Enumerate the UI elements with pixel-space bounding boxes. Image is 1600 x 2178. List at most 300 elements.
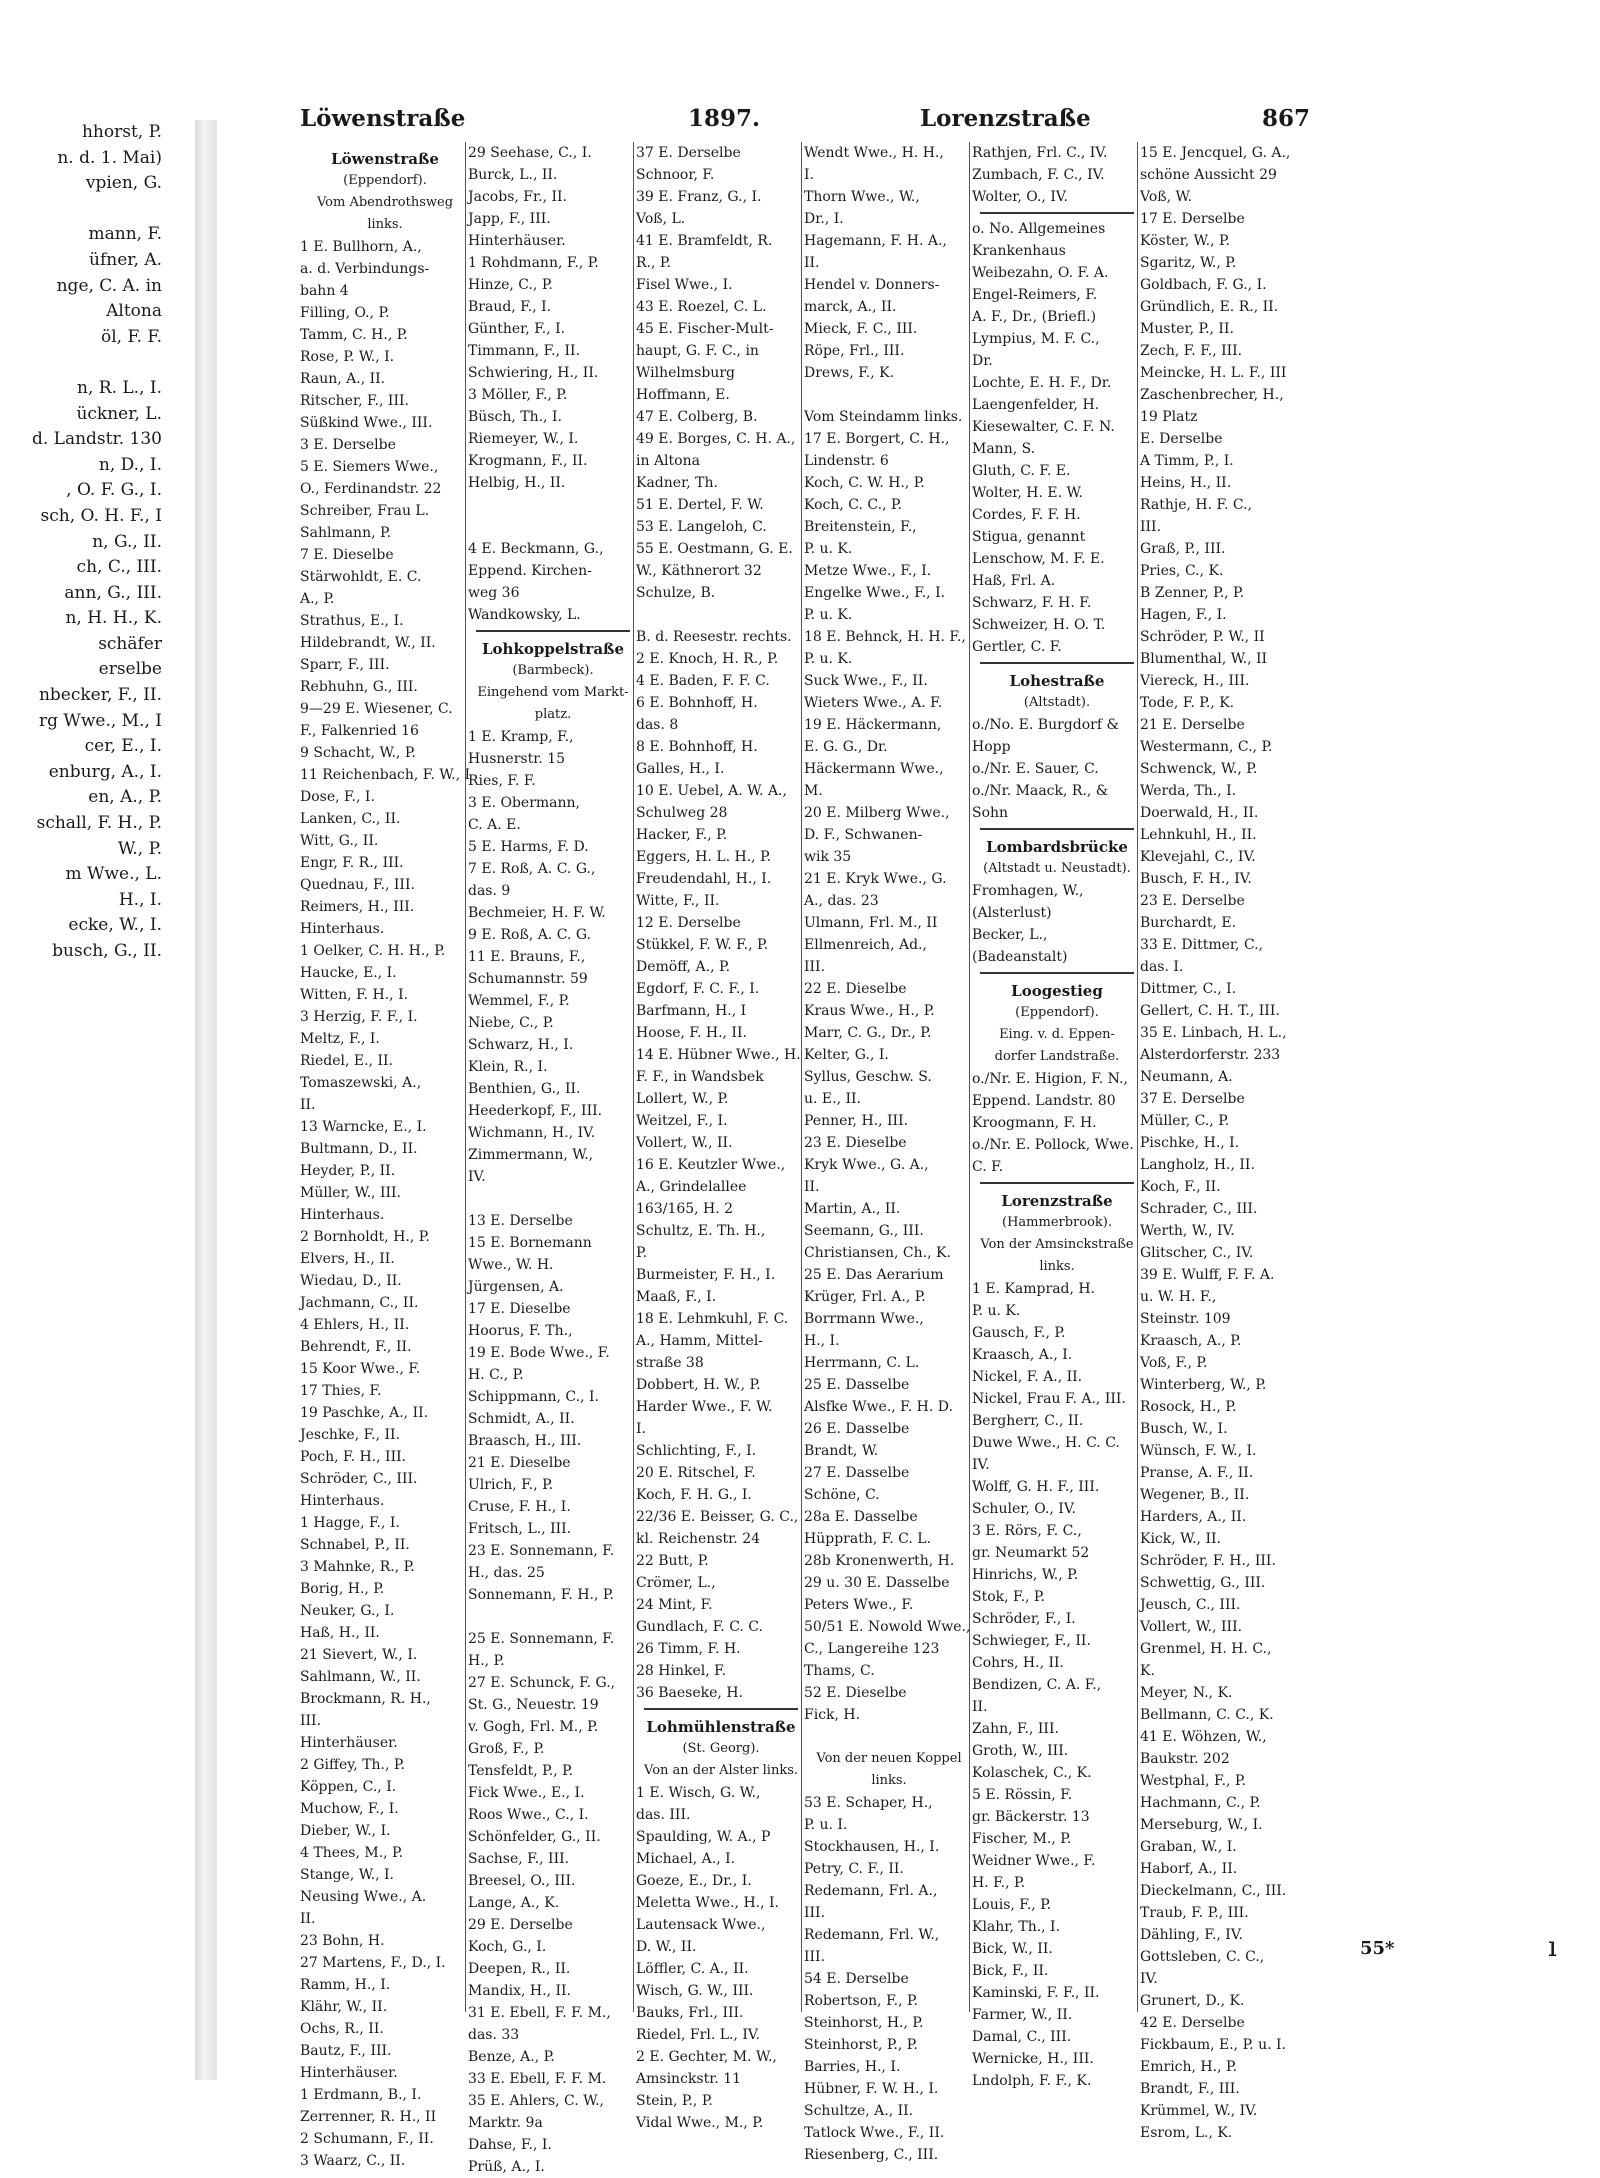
resident-entry: Benze, A., P. (468, 2049, 555, 2065)
resident-entry: 41 E. Wöhzen, W., (1140, 1729, 1267, 1745)
resident-entry: Dähling, F., IV. (1140, 1927, 1243, 1943)
resident-entry: Lindenstr. 6 (804, 453, 889, 469)
resident-entry: 1 Erdmann, B., I. (300, 2087, 422, 2103)
resident-entry: Schulweg 28 (636, 805, 728, 821)
resident-entry: H. C., P. (468, 1367, 524, 1383)
street-heading: Löwenstraße (331, 150, 439, 168)
resident-entry: Stigua, genannt (972, 529, 1086, 545)
previous-page-line: öl, F. F. (101, 326, 162, 347)
resident-entry: Schumannstr. 59 (468, 971, 588, 987)
resident-entry: Marktr. 9a (468, 2115, 543, 2131)
resident-entry: Neuker, G., I. (300, 1603, 395, 1619)
resident-entry: 17 E. Derselbe (1140, 211, 1245, 227)
resident-entry: Schlichting, F., I. (636, 1443, 757, 1459)
resident-entry: Cohrs, H., II. (972, 1655, 1065, 1671)
previous-page-line: n, R. L., I. (77, 377, 162, 398)
resident-entry: 7 E. Roß, A. C. G., (468, 861, 596, 877)
resident-entry: Schulze, B. (636, 585, 716, 601)
street-note: Von an der Alster links. (644, 1763, 798, 1778)
page-header (300, 105, 1310, 141)
resident-entry: Köster, W., P. (1140, 233, 1230, 249)
resident-entry: 3 Mahnke, R., P. (300, 1559, 415, 1575)
resident-entry: Emrich, H., P. (1140, 2059, 1238, 2075)
column-rule (1137, 142, 1138, 2012)
resident-entry: gr. Neumarkt 52 (972, 1545, 1090, 1561)
resident-entry: Kroogmann, F. H. (972, 1115, 1097, 1131)
resident-entry: 50/51 E. Nowold Wwe., (804, 1619, 971, 1635)
resident-entry: 11 Reichenbach, F. W., I (300, 767, 471, 783)
resident-entry: II. (804, 255, 820, 271)
resident-entry: Jeusch, C., III. (1140, 1597, 1241, 1613)
previous-page-line: nge, C. A. in (56, 275, 162, 296)
resident-entry: Werda, Th., I. (1140, 783, 1237, 799)
resident-entry: Brandt, F., III. (1140, 2081, 1240, 2097)
resident-entry: das. III. (636, 1807, 691, 1823)
resident-entry: Bick, F., II. (972, 1963, 1049, 1979)
resident-entry: 1 E. Kamprad, H. (972, 1281, 1096, 1297)
resident-entry: Freudendahl, H., I. (636, 871, 772, 887)
resident-entry: F. F., in Wandsbek (636, 1069, 764, 1085)
resident-entry: Robertson, F., P. (804, 1993, 918, 2009)
resident-entry: Dahse, F., I. (468, 2137, 552, 2153)
resident-entry: Hachmann, C., P. (1140, 1795, 1261, 1811)
directory-column-5 (972, 142, 1142, 2089)
resident-entry: in Altona (636, 453, 700, 469)
resident-entry: Schröder, C., III. (300, 1471, 418, 1487)
resident-entry: Traub, F. P., III. (1140, 1905, 1249, 1921)
resident-entry: Schippmann, C., I. (468, 1389, 599, 1405)
resident-entry (804, 1726, 974, 1748)
resident-entry: Drews, F., K. (804, 365, 895, 381)
resident-entry: Petry, C. F., II. (804, 1861, 904, 1877)
previous-page-line: m Wwe., L. (65, 864, 162, 885)
resident-entry: Ulrich, F., P. (468, 1477, 554, 1493)
resident-entry: Damal, C., III. (972, 2029, 1072, 2045)
previous-page-line: H., I. (118, 889, 162, 910)
resident-entry: Zimmermann, W., (468, 1147, 594, 1163)
resident-entry: Ulmann, Frl. M., II (804, 915, 938, 931)
resident-entry: 53 E. Langeloh, C. (636, 519, 767, 535)
resident-entry: Fisel Wwe., I. (636, 277, 733, 293)
resident-entry: Koch, F., II. (1140, 1179, 1221, 1195)
resident-entry: Prüß, A., I. (468, 2159, 545, 2175)
resident-entry: Hinterhäuser. (468, 233, 566, 249)
resident-entry: Wisch, G. W., III. (636, 1983, 754, 1999)
resident-entry: III. (1140, 519, 1162, 535)
resident-entry: P. (636, 1245, 648, 1261)
resident-entry: 27 Martens, F., D., I. (300, 1955, 446, 1971)
resident-entry: Gluth, C. F. E. (972, 463, 1071, 479)
resident-entry: Müller, C., P. (1140, 1113, 1230, 1129)
resident-entry: Burmeister, F. H., I. (636, 1267, 776, 1283)
resident-entry: 13 Warncke, E., I. (300, 1119, 427, 1135)
resident-entry: Klevejahl, C., IV. (1140, 849, 1256, 865)
resident-entry: Reimers, H., III. (300, 899, 415, 915)
resident-entry: Schröder, F. H., III. (1140, 1553, 1276, 1569)
resident-entry: 23 E. Dieselbe (804, 1135, 907, 1151)
resident-entry: A., Hamm, Mittel- (636, 1333, 764, 1349)
resident-entry: Bellmann, C. C., K. (1140, 1707, 1274, 1723)
resident-entry: schöne Aussicht 29 (1140, 167, 1277, 183)
resident-entry: Lange, A., K. (468, 1895, 560, 1911)
resident-entry: Zahn, F., III. (972, 1721, 1059, 1737)
resident-entry: 2 Bornholdt, H., P. (300, 1229, 430, 1245)
resident-entry: P. u. K. (804, 651, 853, 667)
resident-entry: Husnerstr. 15 (468, 751, 566, 767)
resident-entry: Engelke Wwe., F., I. (804, 585, 946, 601)
resident-entry: Langholz, H., II. (1140, 1157, 1255, 1173)
resident-entry: Zaschenbrecher, H., (1140, 387, 1284, 403)
resident-entry: 4 Thees, M., P. (300, 1845, 404, 1861)
resident-entry: Benthien, G., II. (468, 1081, 581, 1097)
resident-entry: Timmann, F., II. (468, 343, 581, 359)
previous-page-line: enburg, A., I. (48, 761, 162, 782)
resident-entry: 25 E. Sonnemann, F. (468, 1631, 615, 1647)
resident-entry: Braasch, H., III. (468, 1433, 582, 1449)
resident-entry: Heyder, P., II. (300, 1163, 396, 1179)
resident-entry: Kiesewalter, C. F. N. (972, 419, 1115, 435)
resident-entry: Dose, F., I. (300, 789, 375, 805)
previous-page-line: vpien, G. (85, 173, 162, 194)
resident-entry: Rebhuhn, G., III. (300, 679, 418, 695)
resident-entry: Heins, H., II. (1140, 475, 1232, 491)
resident-entry: Bendizen, C. A. F., (972, 1677, 1102, 1693)
resident-entry: Stärwohldt, E. C. (300, 569, 422, 585)
resident-entry: 4 E. Beckmann, G., (468, 541, 604, 557)
resident-entry: Brandt, W. (804, 1443, 879, 1459)
resident-entry: 21 E. Dieselbe (468, 1455, 571, 1471)
resident-entry: A Timm, P., I. (1140, 453, 1234, 469)
resident-entry: Schmidt, A., II. (468, 1411, 575, 1427)
resident-entry: Ochs, R., II. (300, 2021, 384, 2037)
resident-entry: 20 E. Ritschel, F. (636, 1465, 756, 1481)
resident-entry: 33 E. Ebell, F. F. M. (468, 2071, 607, 2087)
resident-entry: Barfmann, H., I (636, 1003, 747, 1019)
resident-entry: 7 E. Dieselbe (300, 547, 394, 563)
resident-entry: IV. (1140, 1971, 1158, 1987)
resident-entry: Graban, W., I. (1140, 1839, 1237, 1855)
resident-entry: C., Langereihe 123 (804, 1641, 940, 1657)
resident-entry: Groß, F., P. (468, 1741, 545, 1757)
resident-entry: Fromhagen, W., (972, 883, 1084, 899)
resident-entry: Kelter, G., I. (804, 1047, 889, 1063)
resident-entry: Busch, F. H., IV. (1140, 871, 1252, 887)
resident-entry: Riemeyer, W., I. (468, 431, 579, 447)
resident-entry: Ellmenreich, Ad., (804, 937, 927, 953)
resident-entry: Wandkowsky, L. (468, 607, 581, 623)
resident-entry: Strathus, E., I. (300, 613, 404, 629)
resident-entry: Brockmann, R. H., (300, 1691, 431, 1707)
previous-page-line: busch, G., II. (52, 941, 162, 961)
resident-entry: Fritsch, L., III. (468, 1521, 572, 1537)
resident-entry: Schwenck, W., P. (1140, 761, 1258, 777)
resident-entry: 20 E. Milberg Wwe., (804, 805, 950, 821)
resident-entry: Eppend. Kirchen- (468, 563, 592, 579)
header-year: 1897. (688, 105, 761, 132)
resident-entry: Wieters Wwe., A. F. (804, 695, 943, 711)
street-note: Von der neuen Koppel (816, 1751, 962, 1766)
street-note: (Hammerbrook). (1002, 1215, 1112, 1230)
resident-entry: Krüger, Frl. A., P. (804, 1289, 926, 1305)
street-note: Vom Abendrothsweg (316, 195, 454, 210)
directory-column-3 (636, 142, 806, 2131)
previous-page-line: Altona (106, 301, 162, 322)
resident-entry: IV. (468, 1169, 486, 1185)
resident-entry: 23 Bohn, H. (300, 1933, 385, 1949)
resident-entry: Hagen, F., I. (1140, 607, 1227, 623)
resident-entry: III. (300, 1713, 322, 1729)
street-note: Von der Amsinckstraße (980, 1237, 1134, 1252)
resident-entry: 37 E. Derselbe (636, 145, 741, 161)
resident-entry: Viereck, H., III. (1140, 673, 1250, 689)
resident-entry: Haborf, A., II. (1140, 1861, 1238, 1877)
resident-entry: Busch, W., I. (1140, 1421, 1228, 1437)
street-note: (St. Georg). (682, 1741, 760, 1756)
resident-entry: Fickbaum, E., P. u. I. (1140, 2037, 1286, 2053)
resident-entry: 13 E. Derselbe (468, 1213, 573, 1229)
resident-entry: Wemmel, F., P. (468, 993, 570, 1009)
resident-entry: straße 38 (636, 1355, 704, 1371)
book-gutter (195, 120, 217, 2080)
resident-entry: Pischke, H., I. (1140, 1135, 1240, 1151)
resident-entry: 8 E. Bohnhoff, H. (636, 739, 758, 755)
resident-entry: Demöff, A., P. (636, 959, 731, 975)
resident-entry: Schwieger, F., II. (972, 1633, 1091, 1649)
resident-entry: 18 E. Behnck, H. H. F., (804, 629, 966, 645)
resident-entry: Engr, F. R., III. (300, 855, 404, 871)
resident-entry: Cordes, F. F. H. (972, 507, 1081, 523)
resident-entry: 16 E. Keutzler Wwe., (636, 1157, 786, 1173)
resident-entry: Lochte, E. H. F., Dr. (972, 375, 1112, 391)
resident-entry: o./Nr. Maack, R., & (972, 783, 1109, 799)
resident-entry: Burchardt, E. (1140, 915, 1237, 931)
resident-entry: 1 E. Wisch, G. W., (636, 1785, 761, 1801)
resident-entry: Graß, P., III. (1140, 541, 1226, 557)
resident-entry: Schöne, C. (804, 1487, 880, 1503)
resident-entry: 15 Koor Wwe., F. (300, 1361, 421, 1377)
resident-entry: C. F. (972, 1159, 1004, 1175)
resident-entry: Koch, G., I. (468, 1939, 547, 1955)
resident-entry: Tamm, C. H., P. (300, 327, 408, 343)
resident-entry: 3 Möller, F., P. (468, 387, 568, 403)
resident-entry: Schnabel, P., II. (300, 1537, 410, 1553)
resident-entry: Metze Wwe., F., I. (804, 563, 932, 579)
resident-entry: Röpe, Frl., III. (804, 343, 905, 359)
resident-entry: Christiansen, Ch., K. (804, 1245, 951, 1261)
previous-page-line: , O. F. G., I. (66, 480, 162, 501)
resident-entry: Hübner, F. W. H., I. (804, 2081, 939, 2097)
resident-entry: 18 E. Lehmkuhl, F. C. (636, 1311, 789, 1327)
column-rule (969, 142, 970, 2012)
resident-entry: 29 u. 30 E. Dasselbe (804, 1575, 950, 1591)
resident-entry: o./No. E. Burgdorf & (972, 717, 1119, 733)
resident-entry: Rose, P. W., I. (300, 349, 395, 365)
resident-entry: 19 E. Bode Wwe., F. (468, 1345, 610, 1361)
resident-entry: Jachmann, C., II. (300, 1295, 419, 1311)
previous-page-line: n, D., I. (98, 454, 162, 475)
resident-entry: 27 E. Schunck, F. G., (468, 1675, 616, 1691)
resident-entry: II. (972, 1699, 988, 1715)
resident-entry: Braud, F., I. (468, 299, 552, 315)
resident-entry: 10 E. Uebel, A. W. A., (636, 783, 787, 799)
resident-entry: o./Nr. E. Pollock, Wwe. (972, 1137, 1134, 1153)
section-divider (980, 212, 1134, 214)
resident-entry: 25 E. Das Aerarium (804, 1267, 944, 1283)
resident-entry: Lanken, C., II. (300, 811, 401, 827)
resident-entry: Wegener, B., II. (1140, 1487, 1250, 1503)
resident-entry: W., Käthnerort 32 (636, 563, 762, 579)
resident-entry: 12 E. Derselbe (636, 915, 741, 931)
resident-entry: Weitzel, F., I. (636, 1113, 728, 1129)
resident-entry: 4 Ehlers, H., II. (300, 1317, 410, 1333)
resident-entry: Sahlmann, P. (300, 525, 392, 541)
resident-entry: Eggers, H. L. H., P. (636, 849, 772, 865)
resident-entry: 23 E. Sonnemann, F. (468, 1543, 615, 1559)
resident-entry: 2 Giffey, Th., P. (300, 1757, 405, 1773)
resident-entry (468, 1606, 638, 1628)
resident-entry: 17 E. Dieselbe (468, 1301, 571, 1317)
resident-entry: 5 E. Siemers Wwe., (300, 459, 439, 475)
resident-entry: Vom Steindamm links. (804, 409, 963, 425)
resident-entry: Thorn Wwe., W., (804, 189, 920, 205)
resident-entry: 36 Baeseke, H. (636, 1685, 743, 1701)
resident-entry: St. G., Neuestr. 19 (468, 1697, 599, 1713)
resident-entry: Westphal, F., P. (1140, 1773, 1246, 1789)
resident-entry: Steinstr. 109 (1140, 1311, 1231, 1327)
resident-entry: Muchow, F., I. (300, 1801, 399, 1817)
column-rule (801, 142, 802, 2012)
resident-entry: 21 E. Derselbe (1140, 717, 1245, 733)
resident-entry: Behrendt, F., II. (300, 1339, 412, 1355)
resident-entry: Jeschke, F., II. (300, 1427, 401, 1443)
resident-entry: Wünsch, F. W., I. (1140, 1443, 1257, 1459)
resident-entry: Hacker, F., P. (636, 827, 728, 843)
resident-entry: Crömer, L., (636, 1575, 716, 1591)
resident-entry: Hoffmann, E. (636, 387, 730, 403)
resident-entry: Quednau, F., III. (300, 877, 415, 893)
resident-entry: E. Derselbe (1140, 431, 1223, 447)
resident-entry: Syllus, Geschw. S. (804, 1069, 932, 1085)
resident-entry: Poch, F. H., III. (300, 1449, 407, 1465)
resident-entry: Seemann, G., III. (804, 1223, 924, 1239)
header-street-right: Lorenzstraße (920, 105, 1091, 132)
street-note: (Altstadt). (1023, 695, 1091, 710)
resident-entry: Klein, R., I. (468, 1059, 548, 1075)
resident-entry (468, 1188, 638, 1210)
resident-entry: Klähr, W., II. (300, 1999, 388, 2015)
resident-entry: Wolter, H. E. W. (972, 485, 1083, 501)
resident-entry: III. (804, 959, 826, 975)
resident-entry: Müller, W., III. (300, 1185, 401, 1201)
resident-entry: Vollert, W., III. (1140, 1619, 1243, 1635)
resident-entry: marck, A., II. (804, 299, 897, 315)
resident-entry: P. u. K. (804, 541, 853, 557)
resident-entry: Vidal Wwe., M., P. (636, 2115, 764, 2131)
resident-entry: Spaulding, W. A., P (636, 1829, 771, 1845)
resident-entry: III. (804, 1949, 826, 1965)
resident-entry: Kadner, Th. (636, 475, 718, 491)
resident-entry: Meincke, H. L. F., III (1140, 365, 1287, 381)
directory-column-1 (300, 142, 471, 2169)
resident-entry: Kick, W., II. (1140, 1531, 1221, 1547)
resident-entry: III. (804, 1905, 826, 1921)
resident-entry: Harder Wwe., F. W. (636, 1399, 773, 1415)
previous-page-line (0, 350, 170, 376)
resident-entry: IV. (972, 1457, 990, 1473)
resident-entry: Sachse, F., III. (468, 1851, 570, 1867)
resident-entry: Ramm, H., I. (300, 1977, 391, 1993)
resident-entry: 22 Butt, P. (636, 1553, 709, 1569)
resident-entry: B. d. Reesestr. rechts. (636, 629, 792, 645)
resident-entry: Tensfeldt, P., P. (468, 1763, 574, 1779)
resident-entry: Meyer, N., K. (1140, 1685, 1233, 1701)
street-heading: Lorenzstraße (1001, 1192, 1113, 1210)
resident-entry: Rathje, H. F. C., (1140, 497, 1253, 513)
resident-entry: Koch, C. C., P. (804, 497, 902, 513)
resident-entry: Gausch, F., P. (972, 1325, 1066, 1341)
resident-entry: Schuler, O., IV. (972, 1501, 1076, 1517)
resident-entry: kl. Reichenstr. 24 (636, 1531, 761, 1547)
resident-entry: 3 E. Rörs, F. C., (972, 1523, 1082, 1539)
resident-entry: das. I. (1140, 959, 1184, 975)
resident-entry: 1 Oelker, C. H. H., P. (300, 943, 446, 959)
resident-entry: D. W., II. (636, 1939, 697, 1955)
resident-entry: K. (1140, 1663, 1155, 1679)
resident-entry: Grenmel, H. H. C., (1140, 1641, 1272, 1657)
resident-entry: Egdorf, F. C. F., I. (636, 981, 760, 997)
resident-entry: Merseburg, W., I. (1140, 1817, 1263, 1833)
resident-entry: Tomaszewski, A., (300, 1075, 422, 1091)
resident-entry: Pries, C., K. (1140, 563, 1224, 579)
resident-entry: Suck Wwe., F., II. (804, 673, 928, 689)
resident-entry: Breitenstein, F., (804, 519, 917, 535)
resident-entry: Elvers, H., II. (300, 1251, 395, 1267)
margin-mark: ı (1548, 1930, 1557, 1963)
resident-entry: Dobbert, H. W., P. (636, 1377, 761, 1393)
resident-entry: 17 E. Borgert, C. H., (804, 431, 950, 447)
resident-entry: 28a E. Dasselbe (804, 1509, 918, 1525)
resident-entry: Stein, P., P. (636, 2093, 713, 2109)
resident-entry: Rathjen, Frl. C., IV. (972, 145, 1108, 161)
resident-entry: Hinterhaus. (300, 1493, 385, 1509)
resident-entry (468, 516, 638, 538)
resident-entry: Peters Wwe., F. (804, 1597, 914, 1613)
resident-entry: Penner, H., III. (804, 1113, 909, 1129)
previous-page-line: W., P. (117, 838, 162, 859)
previous-page-line: schäfer (98, 633, 162, 654)
resident-entry: Lenschow, M. F. E. (972, 551, 1105, 567)
resident-entry: Tode, F. P., K. (1140, 695, 1235, 711)
resident-entry: 2 E. Knoch, H. R., P. (636, 651, 779, 667)
resident-entry: 14 E. Hübner Wwe., H. (636, 1047, 801, 1063)
resident-entry: A., Grindelallee (636, 1179, 747, 1195)
resident-entry: B Zenner, P., P. (1140, 585, 1245, 601)
resident-entry: Voß, W. (1140, 189, 1192, 205)
resident-entry: Kryk Wwe., G. A., (804, 1157, 929, 1173)
previous-page-strip (0, 120, 195, 2080)
resident-entry: Kolaschek, C., K. (972, 1765, 1092, 1781)
resident-entry: Kraus Wwe., H., P. (804, 1003, 935, 1019)
resident-entry: Steinhorst, H., P. (804, 2015, 924, 2031)
resident-entry: Japp, F., III. (468, 211, 551, 227)
resident-entry: Sonnemann, F. H., P. (468, 1587, 614, 1603)
resident-entry: Haß, H., II. (300, 1625, 380, 1641)
resident-entry: E. G. G., Dr. (804, 739, 888, 755)
resident-entry: Stükkel, F. W. F., P. (636, 937, 769, 953)
column-rule (465, 142, 466, 2012)
resident-entry: 6 E. Bohnhoff, H. (636, 695, 758, 711)
resident-entry: Büsch, Th., I. (468, 409, 562, 425)
